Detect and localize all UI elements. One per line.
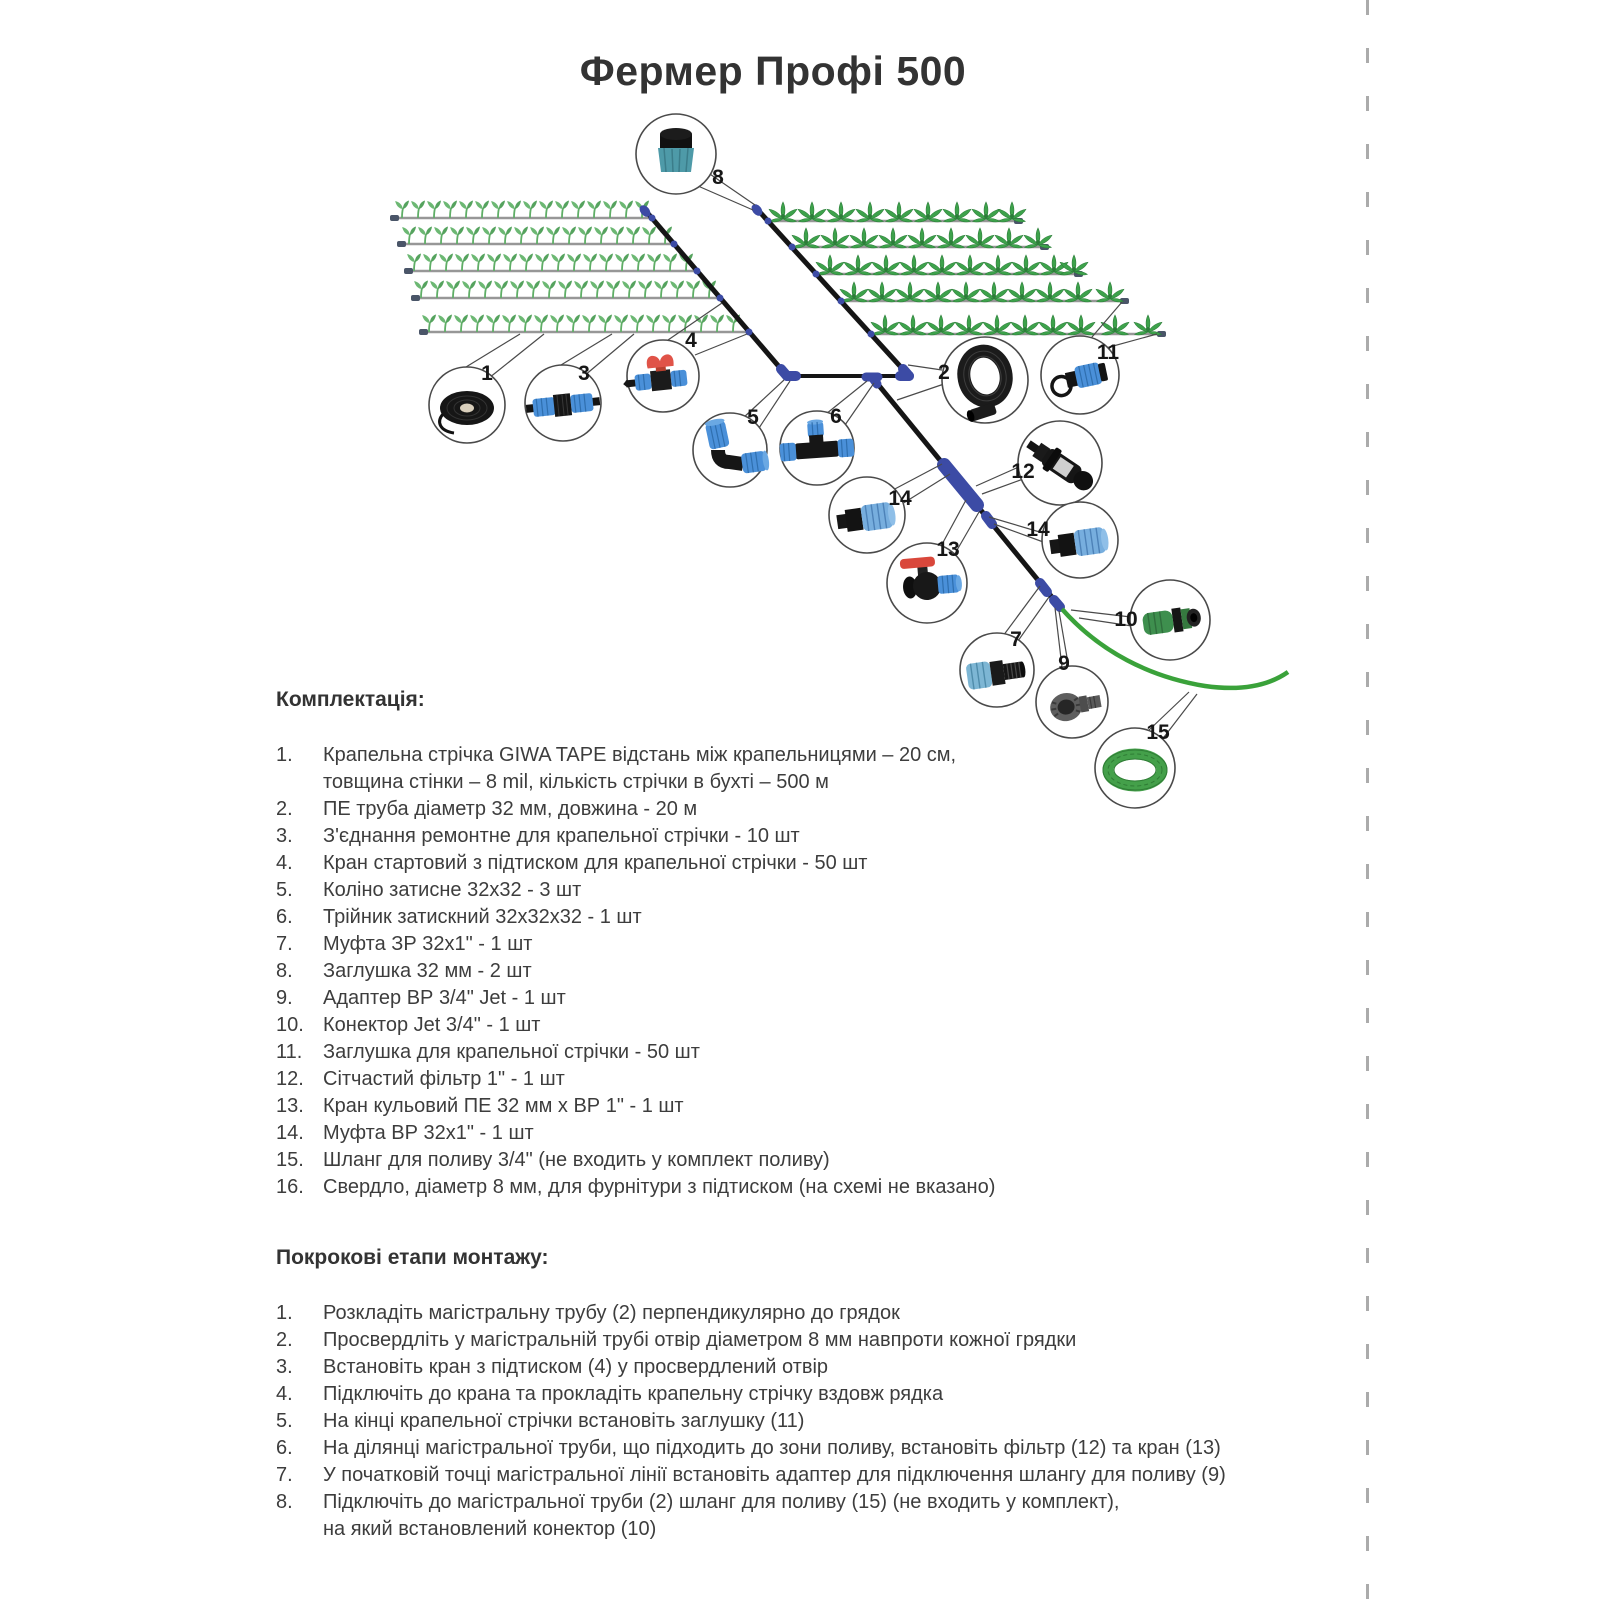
- kit-item-text: Свердло, діаметр 8 мм, для фурнітури з підтиском (на схемі не вказано): [323, 1176, 996, 1198]
- kit-item: [276, 1093, 1361, 1120]
- kit-item-number: 1.: [276, 744, 293, 766]
- pipe-end-plugs: [637, 202, 764, 219]
- kit-item: [276, 931, 1361, 958]
- page-title: Фермер Профі 500: [579, 48, 967, 94]
- kit-item-text: Крапельна стрічка GIWA TAPE відстань між крапельницями – 20 см, товщина стінки – 8 mil, кількість стрічки в бухті – 500 м: [323, 744, 957, 793]
- kit-item-number: 11.: [276, 1041, 303, 1063]
- step-item: [276, 1462, 1361, 1489]
- step-item: [276, 1300, 1361, 1327]
- step-item: [276, 1435, 1361, 1462]
- kit-item: [276, 1066, 1361, 1093]
- step-item-number: 2.: [276, 1329, 293, 1351]
- kit-item-text: З'єднання ремонтне для крапельної стрічки - 10 шт: [323, 825, 800, 847]
- kit-item-text: Муфта ЗР 32х1" - 1 шт: [323, 933, 533, 955]
- step-item-text: Встановіть кран з підтиском (4) у просвердлений отвір: [323, 1356, 829, 1378]
- kit-item-text: Муфта ВР 32х1" - 1 шт: [323, 1122, 534, 1144]
- step-item-number: 3.: [276, 1356, 293, 1378]
- kit-item-text: Кран стартовий з підтиском для крапельної стрічки - 50 шт: [323, 852, 868, 874]
- step-item-text: На кінці крапельної стрічки встановіть заглушку (11): [323, 1410, 805, 1432]
- callout-label-10: 10: [1114, 608, 1138, 631]
- right-field-rows: [768, 202, 1166, 337]
- kit-item: [276, 904, 1361, 931]
- kit-item-text: Адаптер ВР 3/4" Jet - 1 шт: [323, 987, 566, 1009]
- kit-item-number: 4.: [276, 852, 293, 874]
- kit-item-number: 16.: [276, 1176, 304, 1198]
- callout-label-5: 5: [747, 406, 759, 429]
- callout-label-8: 8: [712, 166, 724, 189]
- kit-heading: Комплектація:: [276, 688, 425, 711]
- steps-section: [276, 1246, 1361, 1543]
- kit-item: [276, 1012, 1361, 1039]
- callout-label-2: 2: [938, 361, 950, 384]
- step-item: [276, 1489, 1361, 1543]
- kit-item: [276, 1174, 1361, 1201]
- callout-label-11: 11: [1096, 341, 1120, 364]
- kit-item: [276, 985, 1361, 1012]
- callout-label-14b: 14: [1026, 518, 1050, 541]
- callout-label-1: 1: [481, 362, 493, 385]
- kit-item-number: 14.: [276, 1122, 304, 1144]
- kit-item-number: 3.: [276, 825, 293, 847]
- kit-item: [276, 796, 1361, 823]
- kit-item-text: Конектор Jet 3/4" - 1 шт: [323, 1014, 541, 1036]
- callout-label-9: 9: [1058, 652, 1070, 675]
- kit-item: [276, 877, 1361, 904]
- step-item: [276, 1354, 1361, 1381]
- step-item: [276, 1327, 1361, 1354]
- step-item-text: На ділянці магістральної труби, що підходить до зони поливу, встановіть фільтр (12) та кран (13): [323, 1437, 1221, 1459]
- step-item-text: Просвердліть у магістральній трубі отвір діаметром 8 мм навпроти кожної грядки: [323, 1329, 1077, 1351]
- step-item-number: 7.: [276, 1464, 293, 1486]
- callout-label-14a: 14: [888, 487, 912, 510]
- callout-label-7: 7: [1010, 628, 1022, 651]
- step-item-text: Розкладіть магістральну трубу (2) перпендикулярно до грядок: [323, 1302, 900, 1324]
- kit-item: [276, 742, 1361, 796]
- step-item-text: У початковій точці магістральної лінії встановіть адаптер для підключення шлангу для поливу (9): [323, 1464, 1226, 1486]
- kit-item-text: Трійник затискний 32х32х32 - 1 шт: [323, 906, 642, 928]
- step-item-number: 5.: [276, 1410, 293, 1432]
- component-end-cap: [658, 128, 694, 172]
- step-item: [276, 1408, 1361, 1435]
- step-item: [276, 1381, 1361, 1408]
- kit-item-number: 5.: [276, 879, 293, 901]
- kit-item-number: 12.: [276, 1068, 304, 1090]
- step-item-text: Підключіть до крана та прокладіть крапельну стрічку вздовж рядка: [323, 1383, 944, 1405]
- kit-item-number: 10.: [276, 1014, 304, 1036]
- step-item-number: 6.: [276, 1437, 293, 1459]
- kit-item: [276, 1039, 1361, 1066]
- steps-heading: Покрокові етапи монтажу:: [276, 1246, 549, 1269]
- callout-label-6: 6: [830, 405, 842, 428]
- callout-label-15: 15: [1146, 721, 1170, 744]
- step-item-number: 4.: [276, 1383, 293, 1405]
- kit-item: [276, 958, 1361, 985]
- kit-item-number: 6.: [276, 906, 293, 928]
- step-item-text: Підключіть до магістральної труби (2) шланг для поливу (15) (не входить у комплект), на який встановлений конектор (10): [323, 1491, 1120, 1540]
- callout-label-4: 4: [685, 329, 697, 352]
- kit-item-number: 15.: [276, 1149, 304, 1171]
- kit-item: [276, 850, 1361, 877]
- callout-label-3: 3: [578, 362, 590, 385]
- kit-item: [276, 1147, 1361, 1174]
- kit-item-text: Заглушка для крапельної стрічки - 50 шт: [323, 1041, 700, 1063]
- callout-label-12: 12: [1011, 460, 1035, 483]
- kit-item-text: Шланг для поливу 3/4" (не входить у комплект поливу): [323, 1149, 830, 1171]
- kit-item-number: 2.: [276, 798, 293, 820]
- step-item-number: 1.: [276, 1302, 293, 1324]
- kit-item-text: Заглушка 32 мм - 2 шт: [323, 960, 532, 982]
- kit-item-number: 7.: [276, 933, 293, 955]
- kit-item-number: 8.: [276, 960, 293, 982]
- step-item-number: 8.: [276, 1491, 293, 1513]
- kit-item: [276, 1120, 1361, 1147]
- seedling-plants: [395, 201, 740, 333]
- kit-section: [276, 688, 1361, 1201]
- kit-item-text: ПЕ труба діаметр 32 мм, довжина - 20 м: [323, 798, 698, 820]
- kit-item-number: 13.: [276, 1095, 304, 1117]
- callout-label-13: 13: [936, 538, 960, 561]
- kit-item-number: 9.: [276, 987, 293, 1009]
- kit-item: [276, 823, 1361, 850]
- kit-item-text: Коліно затисне 32х32 - 3 шт: [323, 879, 582, 901]
- kit-item-text: Сітчастий фільтр 1" - 1 шт: [323, 1068, 565, 1090]
- kit-item-text: Кран кульовий ПЕ 32 мм х ВР 1" - 1 шт: [323, 1095, 684, 1117]
